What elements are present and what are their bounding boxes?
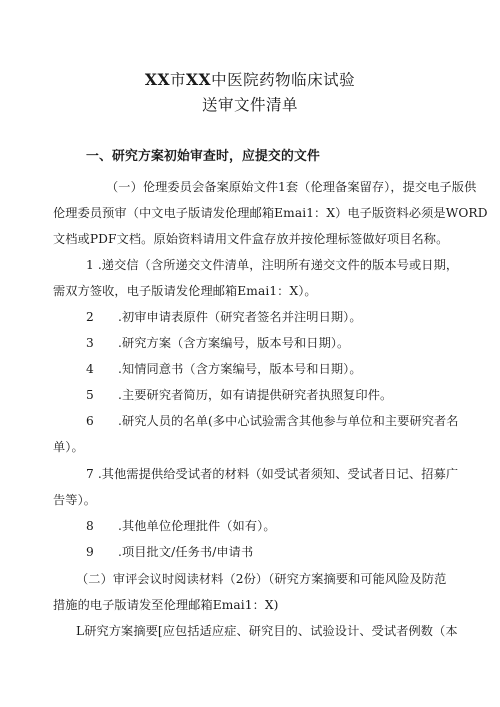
item-text: .研究方案（含方案编号，版本号和日期）。 <box>118 336 350 350</box>
paragraph-line: L研究方案摘要[应包括适应症、研究目的、试验设计、受试者例数（本 <box>76 624 458 638</box>
item-text: .知情同意书（含方案编号，版本号和日期）。 <box>118 362 362 376</box>
document-subtitle: 送审文件清单 <box>201 96 298 114</box>
title-prefix-hospital: XX <box>186 70 212 89</box>
document-title <box>0 68 500 90</box>
item-number: 5 <box>86 388 94 402</box>
item-number: 2 <box>86 310 94 324</box>
paragraph-line: （二）审评会议时阅读材料（2份）（研究方案摘要和可能风险及防范 <box>76 572 447 586</box>
item-number: 4 <box>86 362 94 376</box>
list-item <box>86 544 253 560</box>
list-item <box>86 335 349 351</box>
paragraph-line: 文档或PDF文档。原始资料请用文件盒存放并按伦理标签做好项目名称。 <box>53 232 449 246</box>
list-item: 7 .其他需提供给受试者的材料（如受试者须知、受试者日记、招募广 <box>86 467 459 481</box>
list-item <box>86 413 459 429</box>
title-city-char: 市 <box>169 71 186 89</box>
paragraph-line: 伦理委员预审（中文电子版请发伦理邮箱Emai1：X）电子版资料必须是WORD <box>53 206 488 220</box>
item-number: 6 <box>86 414 94 428</box>
item-number: 8 <box>86 519 94 533</box>
item-text: .研究人员的名单(多中心试验需含其他参与单位和主要研究者名 <box>118 414 459 428</box>
item-text: .初审申请表原件（研究者签名并注明日期）。 <box>118 310 362 324</box>
title-prefix-city: XX <box>144 70 170 89</box>
paragraph-line: 措施的电子版请发至伦理邮箱Emai1：X) <box>53 598 279 612</box>
list-item-continuation: 告等）。 <box>53 493 97 507</box>
list-item <box>86 387 392 403</box>
list-item <box>86 361 362 377</box>
list-item-continuation: 单）。 <box>53 440 84 454</box>
list-item: 1 .递交信（含所递交文件清单，注明所有递交文件的版本号或日期， <box>86 258 459 272</box>
title-rest: 中医院药物临床试验 <box>211 71 356 89</box>
item-number: 9 <box>86 545 94 559</box>
item-text: .其他单位伦理批件（如有）。 <box>118 519 276 533</box>
section-heading: 一、研究方案初始审查时，应提交的文件 <box>86 149 320 164</box>
list-item <box>86 518 276 534</box>
list-item <box>86 309 362 325</box>
item-text: .主要研究者简历，如有请提供研究者执照复印件。 <box>118 388 393 402</box>
list-item-continuation: 需双方签收，电子版请发伦理邮箱Emai1：X）。 <box>53 284 317 298</box>
item-number: 3 <box>86 336 94 350</box>
item-text: .项目批文/任务书/申请书 <box>118 545 254 559</box>
paragraph-line: （一）伦理委员会备案原始文件1套（伦理备案留存），提交电子版供 <box>106 180 477 194</box>
